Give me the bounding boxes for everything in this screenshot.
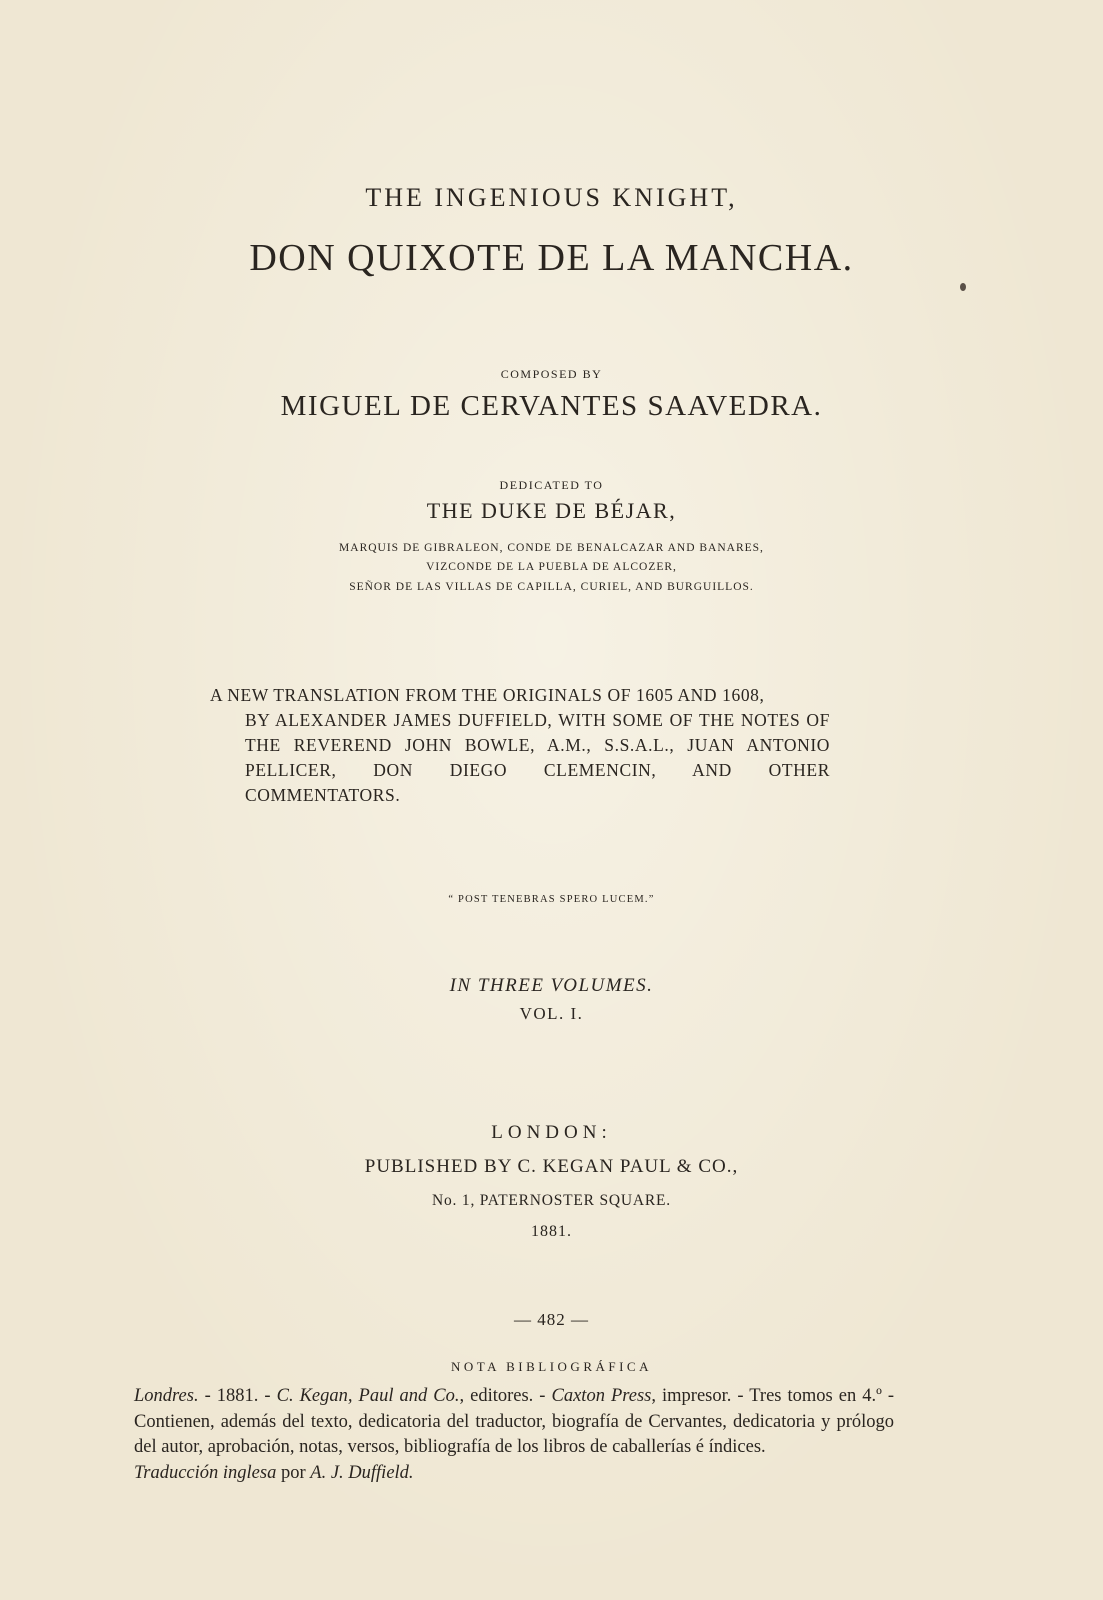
ink-speck	[960, 283, 966, 291]
dedicatee-name: THE DUKE DE BÉJAR,	[426, 498, 677, 523]
bibliographic-note	[134, 1384, 894, 1486]
volumes-statement: IN THREE VOLUMES.	[449, 975, 654, 996]
note-place: Londres.	[134, 1386, 199, 1406]
note-translation-label: Traducción inglesa	[134, 1462, 277, 1483]
imprint-year: 1881.	[531, 1223, 572, 1240]
imprint-place: LONDON:	[491, 1122, 612, 1143]
note-text: , editores. -	[459, 1386, 552, 1406]
note-translator: A. J. Duffield.	[310, 1462, 414, 1483]
note-text: por	[276, 1462, 311, 1483]
dedicatee-titles-line: MARQUIS DE GIBRALEON, CONDE DE BENALCAZAR AND BANARES,	[339, 542, 764, 554]
imprint-publisher: PUBLISHED BY C. KEGAN PAUL & CO.,	[364, 1156, 739, 1177]
volume-number: VOL. I.	[519, 1004, 584, 1023]
translation-details: BY ALEXANDER JAMES DUFFIELD, WITH SOME OF THE NOTES OF THE REVEREND JOHN BOWLE, A.M., S.S.A.L., JUAN ANTONIO PELLICER, DON DIEGO CLEMENCIN, AND OTHER COMMENTATORS.	[245, 710, 830, 805]
dedicatee-titles-line: SEÑOR DE LAS VILLAS DE CAPILLA, CURIEL, AND BURGUILLOS.	[349, 581, 754, 593]
title-line-2: DON QUIXOTE DE LA MANCHA.	[249, 237, 854, 279]
title-line-1: THE INGENIOUS KNIGHT,	[365, 183, 738, 212]
dedicated-to-label: DEDICATED TO	[499, 478, 604, 492]
note-text: , impresor. - Tres tomos en 4.º - Contienen, además del texto, dedicatoria del traductor, biografía de Cervantes, dedicatoria y prólogo del autor, aprobación, notas, versos, bibliografía de los libros de caballerías é índices.	[134, 1386, 894, 1457]
composed-by-label: COMPOSED BY	[500, 367, 603, 381]
note-heading: NOTA BIBLIOGRÁFICA	[451, 1359, 652, 1374]
page-number: — 482 —	[514, 1310, 589, 1329]
note-paragraph	[134, 1461, 894, 1487]
note-text: - 1881. -	[198, 1386, 277, 1406]
note-press: Caxton Press	[551, 1386, 652, 1406]
motto: “ POST TENEBRAS SPERO LUCEM.”	[448, 894, 655, 905]
imprint-address: No. 1, PATERNOSTER SQUARE.	[432, 1192, 671, 1209]
note-publisher: C. Kegan, Paul and Co.	[276, 1386, 460, 1406]
translation-first-line: A NEW TRANSLATION FROM THE ORIGINALS OF 1605 AND 1608,	[210, 685, 765, 705]
note-paragraph	[134, 1384, 894, 1461]
translation-statement	[210, 683, 830, 808]
dedicatee-titles-line: VIZCONDE DE LA PUEBLA DE ALCOZER,	[426, 561, 677, 573]
author-name: MIGUEL DE CERVANTES SAAVEDRA.	[280, 390, 823, 422]
